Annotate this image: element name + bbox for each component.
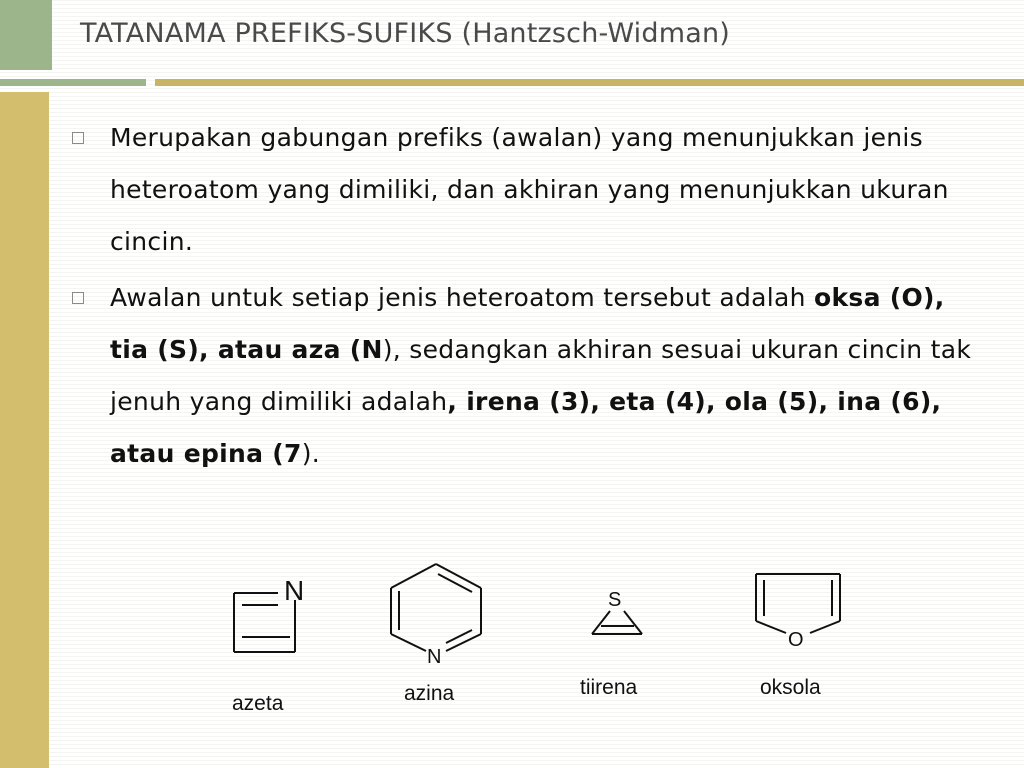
bullet-item	[72, 272, 972, 480]
tiirena-structure	[586, 580, 646, 640]
bullet-text-segment: Merupakan gabungan prefiks (awalan) yang menunjukkan jenis heteroatom yang dimiliki, dan akhiran yang menunjukkan ukuran cincin.	[110, 123, 949, 256]
bullet-list	[72, 112, 972, 480]
azeta-caption: azeta	[232, 692, 284, 715]
oxygen-atom-label: O	[788, 629, 804, 651]
bullet-text-segment: oksa (O), tia (S), atau aza (N	[110, 283, 945, 364]
tiirena-ring-diagram	[586, 580, 646, 640]
page-title: TATANAMA PREFIKS-SUFIKS (Hantzsch-Widman)	[80, 18, 731, 49]
sulfur-atom-label: S	[608, 589, 622, 611]
nitrogen-atom-label: N	[284, 575, 305, 606]
title-rule-green	[0, 79, 146, 86]
bullet-item	[72, 112, 972, 268]
nitrogen-atom-label: N	[427, 646, 442, 668]
tiirena-caption: tiirena	[580, 676, 638, 699]
bullet-text-segment: ),	[382, 335, 410, 364]
oksola-ring-diagram	[748, 566, 848, 656]
azina-caption: azina	[404, 682, 455, 705]
azina-ring-diagram	[386, 556, 486, 668]
azeta-structure	[228, 568, 312, 658]
oksola-structure	[748, 566, 848, 656]
bullet-text	[110, 123, 949, 256]
bullet-text-segment: sedangkan akhiran sesuai ukuran cincin tak jenuh yang dimiliki adalah	[110, 335, 972, 416]
bullet-text	[110, 283, 971, 468]
azeta-ring-diagram	[228, 568, 312, 658]
corner-accent-block	[0, 0, 52, 70]
title-rule-gold	[155, 79, 1024, 86]
bullet-text-segment: , irena (3), eta (4), ola (5), ina (6), atau epina (7	[110, 387, 942, 468]
left-side-bar	[0, 92, 49, 768]
oksola-caption: oksola	[760, 676, 821, 699]
square-bullet-icon	[72, 132, 84, 144]
azina-structure	[386, 556, 486, 668]
square-bullet-icon	[72, 292, 84, 304]
bullet-text-segment: ).	[301, 439, 321, 468]
bullet-text-segment: Awalan untuk setiap jenis heteroatom tersebut adalah	[110, 283, 814, 312]
